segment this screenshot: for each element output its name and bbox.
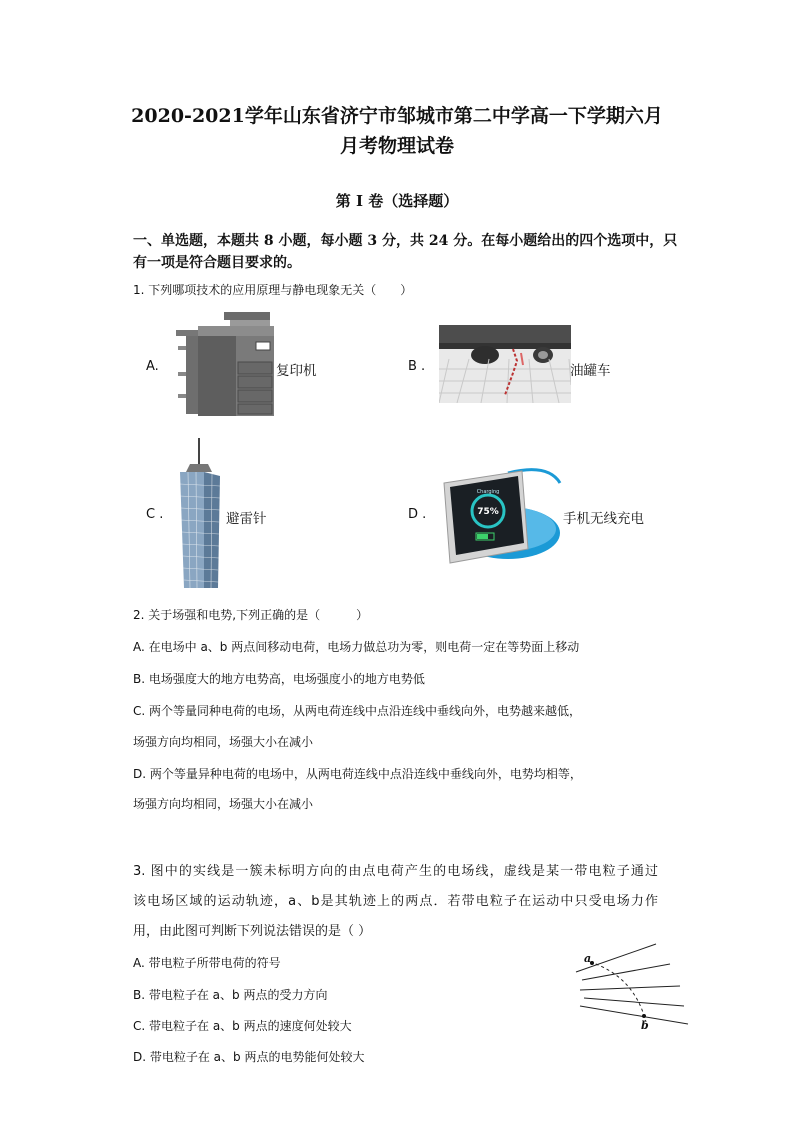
- point-a-label: a: [584, 952, 592, 965]
- exam-title-line2: 月考物理试卷: [339, 135, 454, 157]
- q3-option-c: C. 带电粒子在 a、b 两点的速度何处较大: [133, 1019, 352, 1033]
- point-b-label: b: [641, 1019, 649, 1032]
- wireless-charging-phone-icon: [438, 463, 562, 567]
- q3-option-d: D. 带电粒子在 a、b 两点的电势能何处较大: [133, 1050, 365, 1064]
- field-lines: [576, 944, 688, 1024]
- q1-option-d-letter: D .: [408, 507, 427, 522]
- q1-option-c-text: 避雷针: [226, 511, 267, 527]
- instructions-line1: 一、单选题，本题共 8 小题，每小题 3 分，共 24 分。在每小题给出的四个选项中，只: [133, 233, 678, 249]
- instructions: [133, 230, 678, 274]
- q2-option-a: A. 在电场中 a、b 两点间移动电荷，电场力做总功为零，则电荷一定在等势面上移动: [133, 640, 580, 654]
- q3-stem-line1: 3. 图中的实线是一簇未标明方向的由点电荷产生的电场线，虚线是某一带电粒子通过: [133, 864, 658, 879]
- q1-option-a-letter: A.: [146, 359, 159, 374]
- point-b-dot: [642, 1014, 646, 1018]
- q2-option-d-line2: 场强方向均相同，场强大小在减小: [133, 797, 314, 811]
- copier-icon: [176, 312, 276, 417]
- q3-option-a: A. 带电粒子所带电荷的符号: [133, 956, 281, 970]
- charging-percent: 75%: [477, 507, 499, 517]
- q3-stem-line3: 用，由此图可判断下列说法错误的是（ ）: [133, 924, 372, 939]
- q1-stem: 1. 下列哪项技术的应用原理与静电现象无关（ ）: [133, 283, 413, 297]
- q1-option-b-text: 油罐车: [570, 363, 611, 379]
- q3-option-b: B. 带电粒子在 a、b 两点的受力方向: [133, 988, 328, 1002]
- q2-option-d-line1: D. 两个等量异种电荷的电场中，从两电荷连线中点沿连线中垂线向外，电势均相等，: [133, 767, 582, 781]
- tanker-chain-icon: [439, 325, 571, 403]
- q2-option-c-line2: 场强方向均相同，场强大小在减小: [133, 735, 314, 749]
- section-heading: 第 I 卷（选择题）: [335, 192, 459, 210]
- field-lines-diagram: [570, 940, 690, 1032]
- q1-option-a-text: 复印机: [276, 363, 317, 379]
- skyscraper-lightning-rod-icon: [174, 438, 226, 588]
- q2-option-c-line1: C. 两个等量同种电荷的电场，从两电荷连线中点沿连线中垂线向外，电势越来越低，: [133, 704, 582, 718]
- trajectory-dashed-line: [590, 962, 646, 1022]
- instructions-line2: 有一项是符合题目要求的。: [133, 255, 301, 271]
- charging-label: Charging: [476, 489, 500, 495]
- q1-option-c-letter: C .: [146, 507, 164, 522]
- q2-option-b: B. 电场强度大的地方电势高，电场强度小的地方电势低: [133, 672, 425, 686]
- exam-title-line1: 2020-2021学年山东省济宁市邹城市第二中学高一下学期六月: [131, 105, 663, 127]
- q1-option-b-letter: B .: [408, 359, 426, 374]
- q3-stem-line2: 该电场区域的运动轨迹，a、b是其轨迹上的两点．若带电粒子在运动中只受电场力作: [133, 894, 658, 909]
- q2-stem: 2. 关于场强和电势,下列正确的是（ ）: [133, 608, 369, 622]
- q1-option-d-text: 手机无线充电: [563, 511, 644, 527]
